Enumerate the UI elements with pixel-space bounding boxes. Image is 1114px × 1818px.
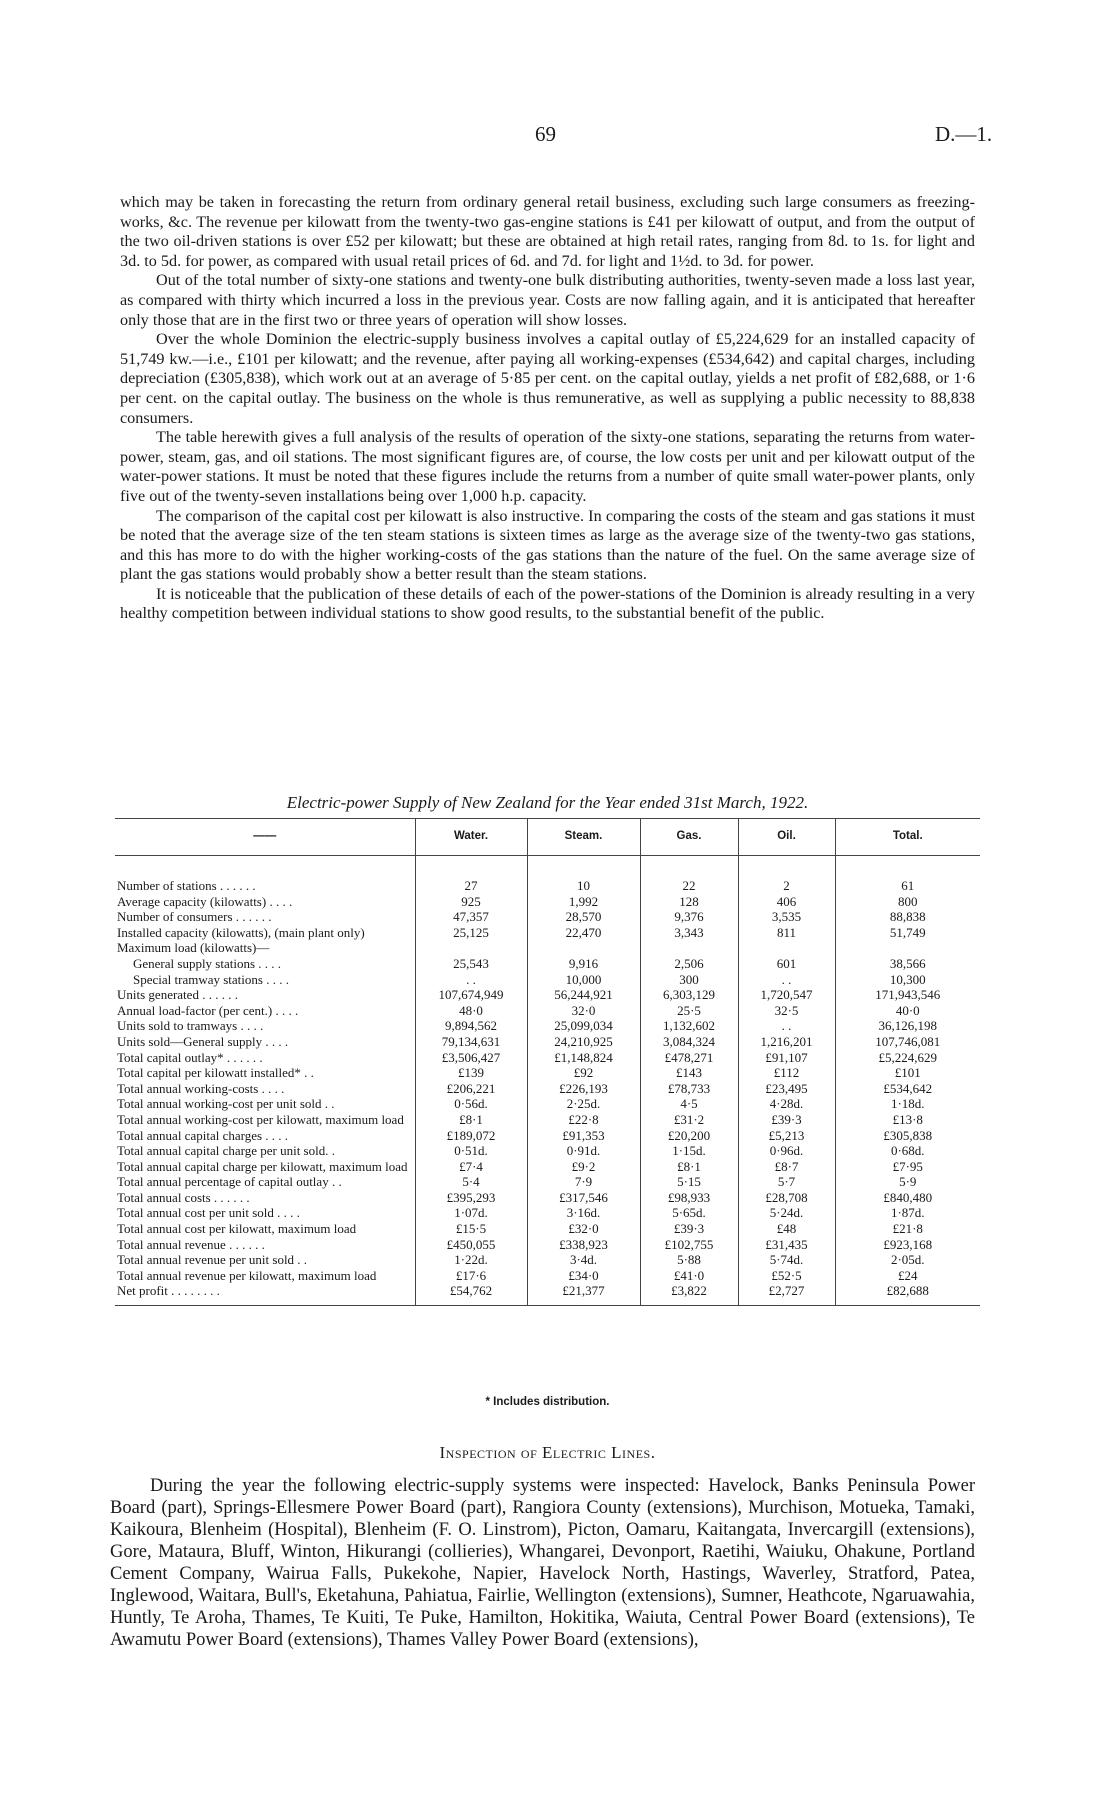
table-footnote: * Includes distribution. bbox=[485, 1396, 610, 1408]
cell-total: £21·8 bbox=[835, 1221, 980, 1237]
cell-steam: £91,353 bbox=[527, 1128, 640, 1144]
cell-total: £534,642 bbox=[835, 1081, 980, 1097]
row-label-text: Total annual revenue per kilowatt, maximum load bbox=[117, 1267, 377, 1283]
cell-steam: 25,099,034 bbox=[527, 1018, 640, 1034]
cell-steam: £34·0 bbox=[527, 1268, 640, 1284]
table-row bbox=[115, 1128, 980, 1144]
cell-gas: £478,271 bbox=[640, 1050, 738, 1066]
cell-gas: £98,933 bbox=[640, 1190, 738, 1206]
row-label bbox=[115, 1190, 415, 1206]
cell-water: 27 bbox=[415, 878, 527, 894]
table-row bbox=[115, 1252, 980, 1268]
table-row bbox=[115, 909, 980, 925]
table-row bbox=[115, 1096, 980, 1112]
table-row bbox=[115, 1112, 980, 1128]
cell-total: 171,943,546 bbox=[835, 987, 980, 1003]
cell-steam: £92 bbox=[527, 1065, 640, 1081]
cell-oil: . . bbox=[738, 1018, 835, 1034]
cell-water: . . bbox=[415, 972, 527, 988]
cell-total: 1·18d. bbox=[835, 1096, 980, 1112]
column-header-gas: Gas. bbox=[640, 819, 738, 856]
row-label bbox=[115, 1065, 415, 1081]
cell-total: £305,838 bbox=[835, 1128, 980, 1144]
cell-water: 1·22d. bbox=[415, 1252, 527, 1268]
cell-oil: 2 bbox=[738, 878, 835, 894]
cell-total: 5·9 bbox=[835, 1174, 980, 1190]
cell-steam: £226,193 bbox=[527, 1081, 640, 1097]
cell-total: 107,746,081 bbox=[835, 1034, 980, 1050]
table-row bbox=[115, 972, 980, 988]
cell-gas: 22 bbox=[640, 878, 738, 894]
row-label-text: Total annual working-costs . . . . bbox=[117, 1080, 285, 1096]
cell-gas: 4·5 bbox=[640, 1096, 738, 1112]
cell-total: 0·68d. bbox=[835, 1143, 980, 1159]
row-label bbox=[115, 1050, 415, 1066]
cell-oil: £91,107 bbox=[738, 1050, 835, 1066]
row-label bbox=[115, 1003, 415, 1019]
table-row bbox=[115, 894, 980, 910]
cell-total: £840,480 bbox=[835, 1190, 980, 1206]
cell-oil: . . bbox=[738, 972, 835, 988]
cell-water: £206,221 bbox=[415, 1081, 527, 1097]
row-label-text: Total annual capital charge per unit sold. . bbox=[117, 1143, 335, 1159]
cell-water: 925 bbox=[415, 894, 527, 910]
cell-total: £923,168 bbox=[835, 1237, 980, 1253]
table-row bbox=[115, 1205, 980, 1221]
cell-steam: 1,992 bbox=[527, 894, 640, 910]
row-label-text: Total annual capital charge per kilowatt, maximum load bbox=[117, 1158, 408, 1174]
cell-oil: 601 bbox=[738, 956, 835, 972]
row-label bbox=[115, 987, 415, 1003]
cell-oil bbox=[738, 940, 835, 956]
cell-steam: 28,570 bbox=[527, 909, 640, 925]
cell-gas: 3,084,324 bbox=[640, 1034, 738, 1050]
table-row bbox=[115, 1237, 980, 1253]
cell-gas: £143 bbox=[640, 1065, 738, 1081]
cell-oil: £28,708 bbox=[738, 1190, 835, 1206]
cell-steam: 10 bbox=[527, 878, 640, 894]
cell-total: 38,566 bbox=[835, 956, 980, 972]
cell-water: 9,894,562 bbox=[415, 1018, 527, 1034]
row-label-text: General supply stations . . . . bbox=[133, 955, 282, 971]
cell-total: £5,224,629 bbox=[835, 1050, 980, 1066]
cell-water: 25,543 bbox=[415, 956, 527, 972]
cell-gas: 9,376 bbox=[640, 909, 738, 925]
row-label bbox=[115, 1268, 415, 1284]
cell-gas: £41·0 bbox=[640, 1268, 738, 1284]
row-label bbox=[115, 1034, 415, 1050]
cell-oil: £2,727 bbox=[738, 1283, 835, 1305]
cell-steam: 0·91d. bbox=[527, 1143, 640, 1159]
row-label-text: Annual load-factor (per cent.) . . . . bbox=[117, 1002, 299, 1018]
table-row bbox=[115, 987, 980, 1003]
row-label bbox=[115, 1252, 415, 1268]
column-header-oil: Oil. bbox=[738, 819, 835, 856]
row-label-text: Number of stations . . . . . . bbox=[117, 878, 256, 893]
row-label-text: Units sold—General supply . . . . bbox=[117, 1033, 289, 1049]
table-corner-header: —— bbox=[115, 819, 415, 856]
table-row bbox=[115, 1143, 980, 1159]
row-label bbox=[115, 972, 415, 988]
cell-total: 10,300 bbox=[835, 972, 980, 988]
cell-steam: £1,148,824 bbox=[527, 1050, 640, 1066]
table-row bbox=[115, 1159, 980, 1175]
cell-total: 2·05d. bbox=[835, 1252, 980, 1268]
cell-steam: £21,377 bbox=[527, 1283, 640, 1305]
cell-gas: £3,822 bbox=[640, 1283, 738, 1305]
row-label bbox=[115, 1112, 415, 1128]
cell-steam: 7·9 bbox=[527, 1174, 640, 1190]
cell-gas: £78,733 bbox=[640, 1081, 738, 1097]
table-row bbox=[115, 1050, 980, 1066]
section-heading: Inspection of Electric Lines. bbox=[439, 1443, 656, 1462]
paragraph: The comparison of the capital cost per kilowatt is also instructive. In comparing the costs of the steam and gas stations it must be noted that the average size of the ten steam stations is sixteen times as large as the average size of the twenty-two gas stations, and this has more to do with the higher working-costs of the gas stations than the nature of the fuel. On the same average size of plant the gas stations would probably show a better result than the steam stations. bbox=[120, 506, 975, 584]
table-row bbox=[115, 1003, 980, 1019]
cell-water bbox=[415, 940, 527, 956]
paragraph: which may be taken in forecasting the return from ordinary general retail business, excluding such large consumers as freezing-works, &c. The revenue per kilowatt from the twenty-two gas-engine stations is £41 per kilowatt of output, and from the output of the two oil-driven stations is over £52 per kilowatt; but these are obtained at high retail rates, ranging from 8d. to 1s. for light and 3d. to 5d. for power, as compared with usual retail prices of 6d. and 7d. for light and 1½d. to 3d. for power. bbox=[120, 193, 975, 270]
cell-gas: 128 bbox=[640, 894, 738, 910]
cell-gas: 2,506 bbox=[640, 956, 738, 972]
cell-oil: £39·3 bbox=[738, 1112, 835, 1128]
row-label bbox=[115, 878, 415, 894]
cell-water: £3,506,427 bbox=[415, 1050, 527, 1066]
cell-steam: 2·25d. bbox=[527, 1096, 640, 1112]
cell-steam: £32·0 bbox=[527, 1221, 640, 1237]
cell-oil: 5·74d. bbox=[738, 1252, 835, 1268]
cell-water: £15·5 bbox=[415, 1221, 527, 1237]
cell-oil: 3,535 bbox=[738, 909, 835, 925]
row-label-text: Total annual working-cost per kilowatt, maximum load bbox=[117, 1111, 404, 1127]
cell-water: £54,762 bbox=[415, 1283, 527, 1305]
cell-water: 1·07d. bbox=[415, 1205, 527, 1221]
table-row bbox=[115, 1034, 980, 1050]
section-body bbox=[110, 1475, 975, 1651]
row-label-text: Maximum load (kilowatts)— bbox=[117, 940, 270, 956]
row-label-text: Total annual cost per unit sold . . . . bbox=[117, 1205, 300, 1221]
table-spacer-row bbox=[115, 856, 980, 879]
paragraph: Over the whole Dominion the electric-supply business involves a capital outlay of £5,224,629 for an installed capacity of 51,749 kw.—i.e., £101 per kilowatt; and the revenue, after paying all working-expenses (£534,642) and capital charges, including depreciation (£305,838), which work out at an average of 5·85 per cent. on the capital outlay, yields a net profit of £82,688, or 1·6 per cent. on the capital outlay. The business on the whole is thus remunerative, as well as supplying a public necessity to 88,838 consumers. bbox=[120, 330, 975, 427]
row-label-text: Total annual cost per kilowatt, maximum load bbox=[117, 1221, 357, 1237]
table-title: Electric-power Supply of New Zealand for the Year ended 31st March, 1922. bbox=[286, 793, 809, 812]
cell-steam: £22·8 bbox=[527, 1112, 640, 1128]
cell-water: 25,125 bbox=[415, 925, 527, 941]
cell-gas: 6,303,129 bbox=[640, 987, 738, 1003]
cell-water: 0·56d. bbox=[415, 1096, 527, 1112]
row-label bbox=[115, 1018, 415, 1034]
cell-water: £139 bbox=[415, 1065, 527, 1081]
cell-gas: £8·1 bbox=[640, 1159, 738, 1175]
row-label-text: Total capital outlay* . . . . . . bbox=[117, 1049, 263, 1065]
cell-total: 36,126,198 bbox=[835, 1018, 980, 1034]
cell-oil: 5·24d. bbox=[738, 1205, 835, 1221]
document-reference: D.—1. bbox=[935, 122, 993, 146]
table-header-row bbox=[115, 819, 980, 856]
cell-water: 47,357 bbox=[415, 909, 527, 925]
row-label-text: Total capital per kilowatt installed* . . bbox=[117, 1065, 314, 1081]
cell-steam bbox=[527, 940, 640, 956]
table-row bbox=[115, 1190, 980, 1206]
cell-steam: 56,244,921 bbox=[527, 987, 640, 1003]
cell-total: £7·95 bbox=[835, 1159, 980, 1175]
column-header-water: Water. bbox=[415, 819, 527, 856]
cell-gas: £39·3 bbox=[640, 1221, 738, 1237]
row-label-text: Total annual revenue . . . . . . bbox=[117, 1236, 265, 1252]
cell-oil: 5·7 bbox=[738, 1174, 835, 1190]
cell-oil: £5,213 bbox=[738, 1128, 835, 1144]
cell-water: 5·4 bbox=[415, 1174, 527, 1190]
page-number: 69 bbox=[535, 122, 556, 146]
row-label-text: Special tramway stations . . . . bbox=[133, 971, 289, 987]
cell-water: £189,072 bbox=[415, 1128, 527, 1144]
cell-total: 800 bbox=[835, 894, 980, 910]
table-row bbox=[115, 925, 980, 941]
cell-steam: £317,546 bbox=[527, 1190, 640, 1206]
cell-total bbox=[835, 940, 980, 956]
row-label-text: Total annual working-cost per unit sold . . bbox=[117, 1096, 335, 1112]
cell-oil: 0·96d. bbox=[738, 1143, 835, 1159]
cell-total: 40·0 bbox=[835, 1003, 980, 1019]
row-label bbox=[115, 1096, 415, 1112]
cell-water: 48·0 bbox=[415, 1003, 527, 1019]
cell-oil: 4·28d. bbox=[738, 1096, 835, 1112]
cell-total: £13·8 bbox=[835, 1112, 980, 1128]
row-label-text: Units sold to tramways . . . . bbox=[117, 1018, 264, 1034]
cell-water: 79,134,631 bbox=[415, 1034, 527, 1050]
cell-steam: 10,000 bbox=[527, 972, 640, 988]
section-paragraph: During the year the following electric-supply systems were inspected: Havelock, Banks Peninsula Power Board (part), Springs-Ellesmere Power Board (part), Rangiora County (extensions), Murchison, Motueka, Tamaki, Kaikoura, Blenheim (Hospital), Blenheim (F. O. Linstrom), Picton, Oamaru, Kaitangata, Invercargill (extensions), Gore, Mataura, Bluff, Winton, Hikurangi (collieries), Whangarei, Devonport, Raetihi, Waiuku, Ohakune, Portland Cement Company, Wairua Falls, Pukekohe, Napier, Havelock North, Hastings, Waverley, Stratford, Patea, Inglewood, Waitara, Bull's, Eketahuna, Pahiatua, Fairlie, Wellington (extensions), Sumner, Heathcote, Ngaruawahia, Huntly, Te Aroha, Thames, Te Kuiti, Te Puke, Hamilton, Hokitika, Waiuta, Central Power Board (extensions), Te Awamutu Power Board (extensions), Thames Valley Power Board (extensions), bbox=[110, 1476, 975, 1650]
cell-oil: 1,216,201 bbox=[738, 1034, 835, 1050]
cell-gas: 1·15d. bbox=[640, 1143, 738, 1159]
statistics-table bbox=[115, 818, 980, 1306]
cell-water: 107,674,949 bbox=[415, 987, 527, 1003]
row-label bbox=[115, 1143, 415, 1159]
row-label bbox=[115, 1237, 415, 1253]
cell-water: £395,293 bbox=[415, 1190, 527, 1206]
cell-gas: 5·88 bbox=[640, 1252, 738, 1268]
cell-gas bbox=[640, 940, 738, 956]
row-label-text: Units generated . . . . . . bbox=[117, 987, 238, 1003]
cell-steam: £9·2 bbox=[527, 1159, 640, 1175]
cell-oil: £48 bbox=[738, 1221, 835, 1237]
column-header-total: Total. bbox=[835, 819, 980, 856]
cell-water: £17·6 bbox=[415, 1268, 527, 1284]
cell-water: £450,055 bbox=[415, 1237, 527, 1253]
row-label-text: Total annual percentage of capital outlay . . bbox=[117, 1174, 342, 1190]
table-row bbox=[115, 1221, 980, 1237]
cell-steam: 24,210,925 bbox=[527, 1034, 640, 1050]
cell-total: 51,749 bbox=[835, 925, 980, 941]
row-label bbox=[115, 925, 415, 941]
paragraph: It is noticeable that the publication of these details of each of the power-stations of the Dominion is already resulting in a very healthy competition between individual stations to show good results, to the substantial benefit of the public. bbox=[120, 584, 975, 623]
cell-gas: 25·5 bbox=[640, 1003, 738, 1019]
body-text bbox=[120, 193, 975, 624]
table-row bbox=[115, 1268, 980, 1284]
cell-oil: £31,435 bbox=[738, 1237, 835, 1253]
row-label-text: Average capacity (kilowatts) . . . . bbox=[117, 893, 293, 909]
cell-total: 88,838 bbox=[835, 909, 980, 925]
column-header-steam: Steam. bbox=[527, 819, 640, 856]
row-label bbox=[115, 1174, 415, 1190]
row-label-text: Net profit . . . . . . . . bbox=[117, 1283, 220, 1299]
cell-gas: 300 bbox=[640, 972, 738, 988]
cell-total: £82,688 bbox=[835, 1283, 980, 1305]
table-body bbox=[115, 856, 980, 1306]
row-label bbox=[115, 1205, 415, 1221]
paragraph: The table herewith gives a full analysis of the results of operation of the sixty-one stations, separating the returns from water-power, steam, gas, and oil stations. The most significant figures are, of course, the low costs per unit and per kilowatt output of the water-power stations. It must be noted that these figures include the returns from a number of quite small water-power plants, only five out of the twenty-seven installations being over 1,000 h.p. capacity. bbox=[120, 428, 975, 505]
row-label-text: Total annual capital charges . . . . bbox=[117, 1127, 289, 1143]
cell-gas: 3,343 bbox=[640, 925, 738, 941]
cell-total: £101 bbox=[835, 1065, 980, 1081]
cell-oil: £52·5 bbox=[738, 1268, 835, 1284]
table-row bbox=[115, 878, 980, 894]
cell-gas: £20,200 bbox=[640, 1128, 738, 1144]
cell-steam: 22,470 bbox=[527, 925, 640, 941]
cell-total: £24 bbox=[835, 1268, 980, 1284]
table-row bbox=[115, 1065, 980, 1081]
cell-oil: 811 bbox=[738, 925, 835, 941]
table-row bbox=[115, 1081, 980, 1097]
row-label-text: Total annual revenue per unit sold . . bbox=[117, 1252, 308, 1268]
row-label bbox=[115, 940, 415, 956]
cell-total: 1·87d. bbox=[835, 1205, 980, 1221]
row-label bbox=[115, 1221, 415, 1237]
cell-oil: 406 bbox=[738, 894, 835, 910]
table-row bbox=[115, 1283, 980, 1305]
cell-gas: 5·65d. bbox=[640, 1205, 738, 1221]
cell-water: £7·4 bbox=[415, 1159, 527, 1175]
cell-steam: 3·16d. bbox=[527, 1205, 640, 1221]
row-label bbox=[115, 1159, 415, 1175]
cell-gas: £102,755 bbox=[640, 1237, 738, 1253]
cell-total: 61 bbox=[835, 878, 980, 894]
cell-oil: £23,495 bbox=[738, 1081, 835, 1097]
cell-water: 0·51d. bbox=[415, 1143, 527, 1159]
cell-steam: 32·0 bbox=[527, 1003, 640, 1019]
cell-gas: £31·2 bbox=[640, 1112, 738, 1128]
row-label bbox=[115, 1283, 415, 1305]
cell-oil: 1,720,547 bbox=[738, 987, 835, 1003]
cell-oil: £112 bbox=[738, 1065, 835, 1081]
table-row bbox=[115, 1174, 980, 1190]
cell-steam: £338,923 bbox=[527, 1237, 640, 1253]
row-label bbox=[115, 1081, 415, 1097]
row-label bbox=[115, 909, 415, 925]
cell-gas: 5·15 bbox=[640, 1174, 738, 1190]
row-label bbox=[115, 894, 415, 910]
table-row bbox=[115, 940, 980, 956]
cell-oil: 32·5 bbox=[738, 1003, 835, 1019]
cell-steam: 9,916 bbox=[527, 956, 640, 972]
row-label-text: Installed capacity (kilowatts), (main plant only) bbox=[117, 924, 365, 940]
row-label-text: Total annual costs . . . . . . bbox=[117, 1189, 250, 1205]
paragraph: Out of the total number of sixty-one stations and twenty-one bulk distributing authorities, twenty-seven made a loss last year, as compared with thirty which incurred a loss in the previous year. Costs are now falling again, and it is anticipated that hereafter only those that are in the first two or three years of operation will show losses. bbox=[120, 271, 975, 329]
row-label-text: Number of consumers . . . . . . bbox=[117, 909, 272, 925]
cell-water: £8·1 bbox=[415, 1112, 527, 1128]
cell-steam: 3·4d. bbox=[527, 1252, 640, 1268]
row-label bbox=[115, 1128, 415, 1144]
table-row bbox=[115, 1018, 980, 1034]
cell-gas: 1,132,602 bbox=[640, 1018, 738, 1034]
table-row bbox=[115, 956, 980, 972]
cell-oil: £8·7 bbox=[738, 1159, 835, 1175]
row-label bbox=[115, 956, 415, 972]
